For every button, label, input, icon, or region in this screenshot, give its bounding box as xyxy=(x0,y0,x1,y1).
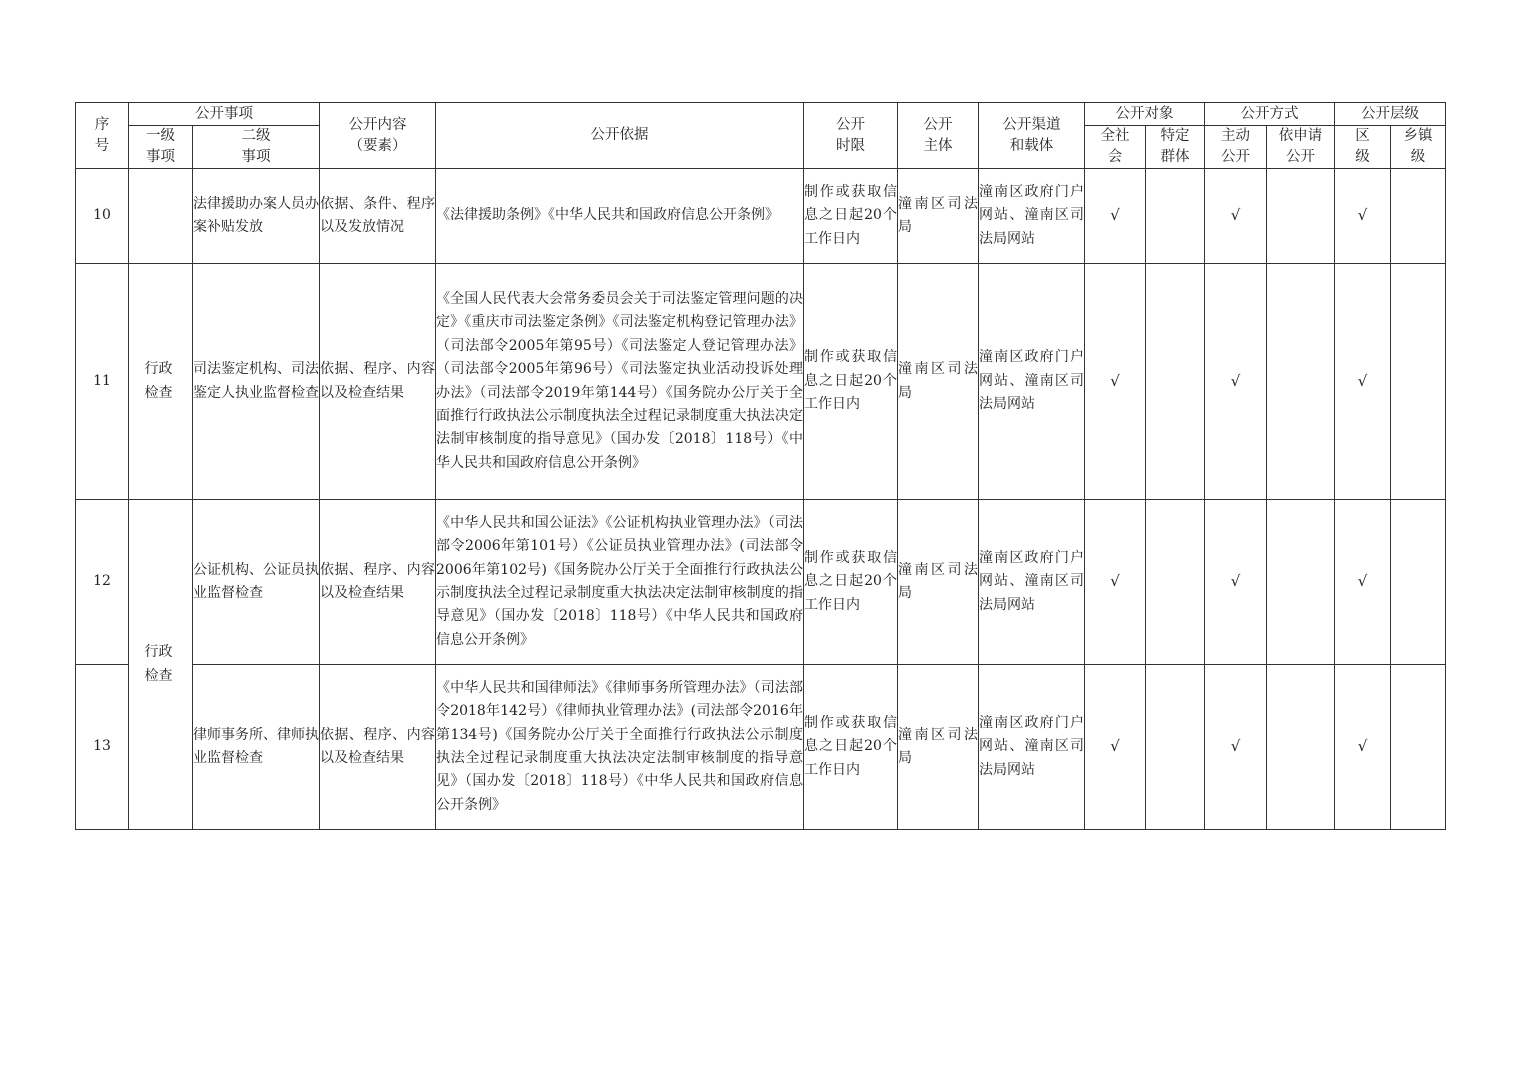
row-level1-merged: 行政检查 xyxy=(129,500,193,830)
row-seq: 12 xyxy=(76,500,129,665)
row-level1 xyxy=(129,169,193,264)
row-target-specific xyxy=(1146,665,1205,830)
header-level2: 二级事项 xyxy=(193,126,320,169)
row-subject: 潼南区司法局 xyxy=(898,665,979,830)
header-seq: 序号 xyxy=(76,103,129,169)
row-target-all: √ xyxy=(1085,665,1146,830)
row-level1: 行政检查 xyxy=(129,264,193,500)
row-channel: 潼南区政府门户网站、潼南区司法局网站 xyxy=(979,665,1085,830)
header-channel: 公开渠道和载体 xyxy=(979,103,1085,169)
row-content: 依据、程序、内容以及检查结果 xyxy=(320,665,436,830)
header-level-group: 公开层级 xyxy=(1335,103,1446,126)
row-channel: 潼南区政府门户网站、潼南区司法局网站 xyxy=(979,500,1085,665)
row-method-active: √ xyxy=(1205,665,1267,830)
row-level-district: √ xyxy=(1335,500,1391,665)
header-method-apply: 依申请公开 xyxy=(1267,126,1335,169)
row-level2: 公证机构、公证员执业监督检查 xyxy=(193,500,320,665)
row-channel: 潼南区政府门户网站、潼南区司法局网站 xyxy=(979,169,1085,264)
row-seq: 13 xyxy=(76,665,129,830)
row-method-apply xyxy=(1267,500,1335,665)
row-target-all: √ xyxy=(1085,169,1146,264)
row-level-town xyxy=(1391,500,1446,665)
row-content: 依据、程序、内容以及检查结果 xyxy=(320,500,436,665)
row-method-apply xyxy=(1267,264,1335,500)
row-subject: 潼南区司法局 xyxy=(898,264,979,500)
row-method-active: √ xyxy=(1205,500,1267,665)
row-basis: 《法律援助条例》《中华人民共和国政府信息公开条例》 xyxy=(436,169,804,264)
header-row-1 xyxy=(76,103,1446,126)
row-time-limit: 制作或获取信息之日起20个工作日内 xyxy=(804,264,898,500)
row-level-district: √ xyxy=(1335,264,1391,500)
table-row xyxy=(76,169,1446,264)
table-row xyxy=(76,264,1446,500)
row-method-active: √ xyxy=(1205,264,1267,500)
table-row xyxy=(76,500,1446,665)
disclosure-table xyxy=(75,102,1446,830)
header-target-all: 全社会 xyxy=(1085,126,1146,169)
row-level2: 法律援助办案人员办案补贴发放 xyxy=(193,169,320,264)
row-basis: 《中华人民共和国律师法》《律师事务所管理办法》（司法部令2018年142号）《律师执业管理办法》(司法部令2016年第134号)《国务院办公厅关于全面推行行政执法公示制度执法全过程记录制度重大执法决定法制审核制度的指导意见》（国办发〔2018〕118号）《中华人民共和国政府信息公开条例》 xyxy=(436,665,804,830)
row-level-town xyxy=(1391,169,1446,264)
row-level-town xyxy=(1391,264,1446,500)
row-channel: 潼南区政府门户网站、潼南区司法局网站 xyxy=(979,264,1085,500)
header-items-group: 公开事项 xyxy=(129,103,320,126)
row-level-town xyxy=(1391,665,1446,830)
row-method-apply xyxy=(1267,169,1335,264)
row-target-all: √ xyxy=(1085,264,1146,500)
row-level2: 司法鉴定机构、司法鉴定人执业监督检查 xyxy=(193,264,320,500)
row-level2: 律师事务所、律师执业监督检查 xyxy=(193,665,320,830)
row-subject: 潼南区司法局 xyxy=(898,500,979,665)
row-level-district: √ xyxy=(1335,665,1391,830)
header-level1: 一级事项 xyxy=(129,126,193,169)
row-target-specific xyxy=(1146,500,1205,665)
row-seq: 10 xyxy=(76,169,129,264)
header-level-district: 区级 xyxy=(1335,126,1391,169)
row-basis: 《中华人民共和国公证法》《公证机构执业管理办法》（司法部令2006年第101号）《公证员执业管理办法》(司法部令2006年第102号)《国务院办公厅关于全面推行行政执法公示制度执法全过程记录制度重大执法决定法制审核制度的指导意见》（国办发〔2018〕118号）《中华人民共和国政府信息公开条例》 xyxy=(436,500,804,665)
table-row xyxy=(76,665,1446,830)
row-time-limit: 制作或获取信息之日起20个工作日内 xyxy=(804,169,898,264)
row-time-limit: 制作或获取信息之日起20个工作日内 xyxy=(804,665,898,830)
row-seq: 11 xyxy=(76,264,129,500)
row-level-district: √ xyxy=(1335,169,1391,264)
header-time-limit: 公开时限 xyxy=(804,103,898,169)
header-level-town: 乡镇级 xyxy=(1391,126,1446,169)
header-content: 公开内容（要素） xyxy=(320,103,436,169)
row-content: 依据、程序、内容以及检查结果 xyxy=(320,264,436,500)
row-time-limit: 制作或获取信息之日起20个工作日内 xyxy=(804,500,898,665)
header-target-specific: 特定群体 xyxy=(1146,126,1205,169)
header-basis: 公开依据 xyxy=(436,103,804,169)
header-method-group: 公开方式 xyxy=(1205,103,1335,126)
row-method-active: √ xyxy=(1205,169,1267,264)
row-subject: 潼南区司法局 xyxy=(898,169,979,264)
row-method-apply xyxy=(1267,665,1335,830)
row-target-all: √ xyxy=(1085,500,1146,665)
row-target-specific xyxy=(1146,169,1205,264)
header-method-active: 主动公开 xyxy=(1205,126,1267,169)
header-subject: 公开主体 xyxy=(898,103,979,169)
row-basis: 《全国人民代表大会常务委员会关于司法鉴定管理问题的决定》《重庆市司法鉴定条例》《司法鉴定机构登记管理办法》（司法部令2005年第95号）《司法鉴定人登记管理办法》（司法部令2005年第96号）《司法鉴定执业活动投诉处理办法》（司法部令2019年第144号）《国务院办公厅关于全面推行行政执法公示制度执法全过程记录制度重大执法决定法制审核制度的指导意见》（国办发〔2018〕118号）《中华人民共和国政府信息公开条例》 xyxy=(436,264,804,500)
row-target-specific xyxy=(1146,264,1205,500)
header-target-group: 公开对象 xyxy=(1085,103,1205,126)
row-content: 依据、条件、程序以及发放情况 xyxy=(320,169,436,264)
